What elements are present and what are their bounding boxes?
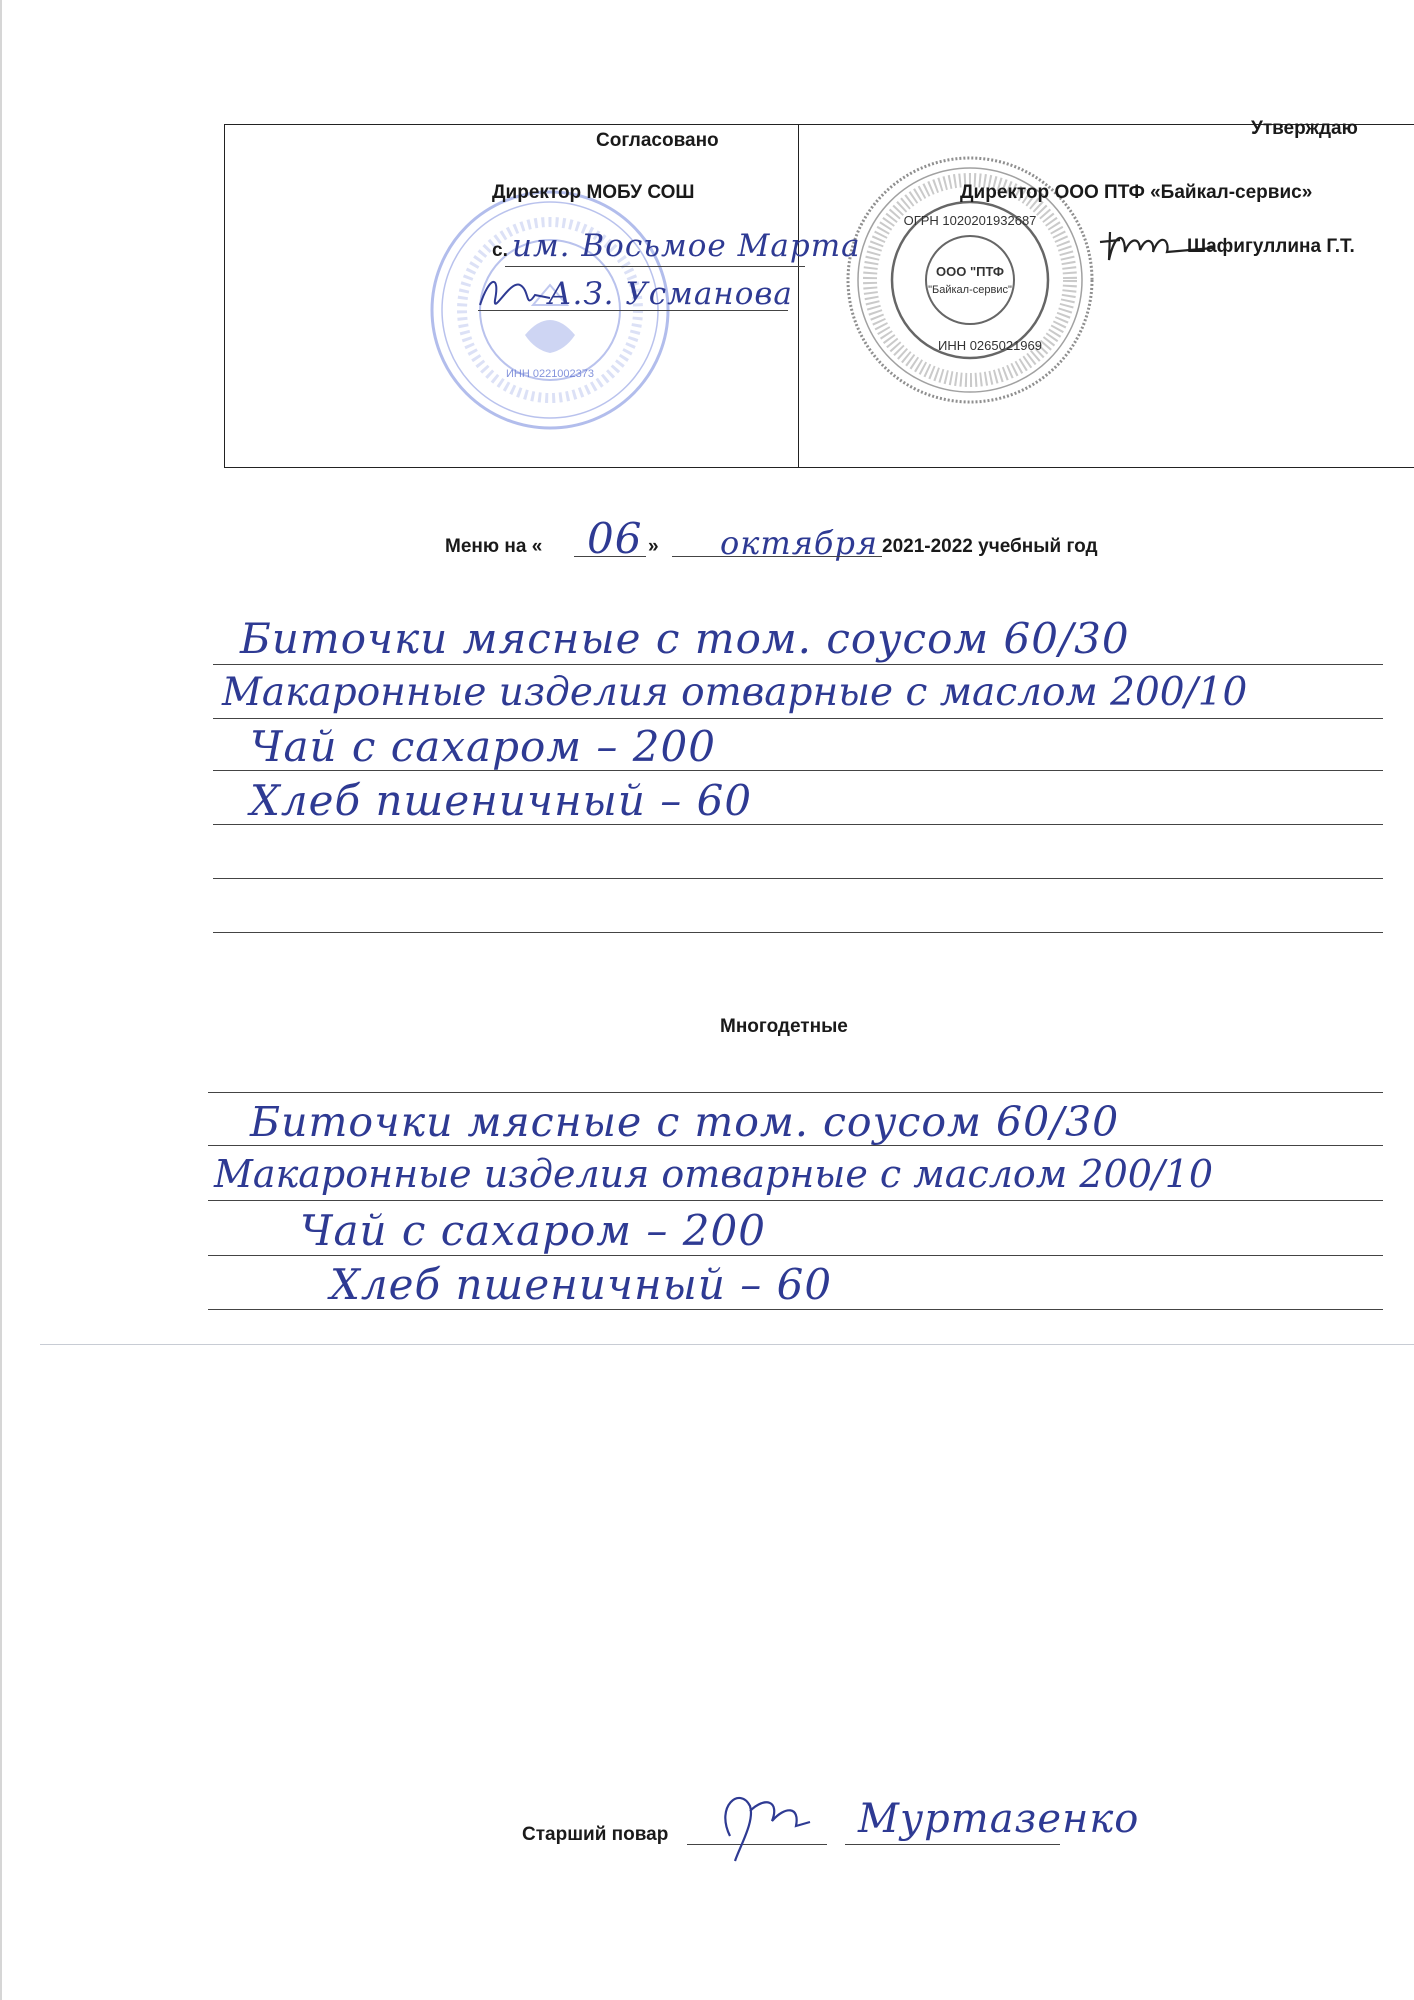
school-director-name: А.З. Усманова [548,276,793,312]
scan-fold-line [40,1344,1414,1345]
menu-month-handwritten: октября [720,524,879,562]
approval-table [224,124,1414,468]
school-stamp-inn: ИНН 0221002373 [505,368,595,380]
large-families-item: Биточки мясные с том. соусом 60/30 [250,1098,1120,1146]
menu-rule [213,664,1383,665]
school-signature-underline [478,310,788,311]
large-families-item: Хлеб пшеничный – 60 [330,1260,833,1309]
menu-day-handwritten: 06 [587,514,643,563]
large-families-rule [208,1092,1383,1093]
menu-title-suffix: 2021-2022 учебный год [882,536,1098,557]
company-stamp-center-1: ООО "ПТФ [936,264,1004,279]
large-families-rule [208,1200,1383,1201]
menu-rule [213,878,1383,879]
senior-cook-name-underline [845,1844,1060,1845]
company-director-name: Шафигуллина Г.Т. [1187,236,1355,257]
approve-title: Утверждаю [1251,118,1358,139]
company-stamp-ogrn: ОГРН 1020201932687 [903,213,1037,228]
menu-item: Хлеб пшеничный – 60 [250,776,753,825]
company-stamp-center-2: "Байкал-сервис" [928,284,1012,296]
large-families-rule [208,1255,1383,1256]
company-stamp-inn: ИНН 0265021969 [937,338,1043,353]
menu-day-underline [574,556,646,557]
menu-title-middle: » [648,536,659,557]
large-families-rule [208,1309,1383,1310]
menu-month-underline [672,556,882,557]
menu-item: Макаронные изделия отварные с маслом 200/10 [222,670,1248,715]
large-families-item: Чай с сахаром – 200 [300,1206,766,1255]
school-name-handwritten: им. Восьмое Марта [512,228,861,264]
large-families-title: Многодетные [720,1016,848,1037]
school-director-signature [475,270,555,320]
school-name-underline [505,266,805,267]
senior-cook-label: Старший повар [522,1824,669,1845]
menu-rule [213,718,1383,719]
senior-cook-signature [710,1776,820,1866]
menu-item: Биточки мясные с том. соусом 60/30 [240,614,1130,663]
menu-rule [213,932,1383,933]
agreed-title: Согласовано [596,130,719,151]
menu-item: Чай с сахаром – 200 [250,722,716,771]
senior-cook-name: Муртазенко [858,1796,1140,1842]
approval-table-divider [798,124,799,468]
large-families-item: Макаронные изделия отварные с маслом 200/10 [214,1152,1214,1196]
company-director-title: Директор ООО ПТФ «Байкал-сервис» [960,182,1313,203]
page-edge-shadow [0,0,2,2000]
school-name-prefix: с. [492,240,508,261]
school-director-title: Директор МОБУ СОШ [492,182,695,203]
menu-title-prefix: Меню на « [445,536,543,557]
